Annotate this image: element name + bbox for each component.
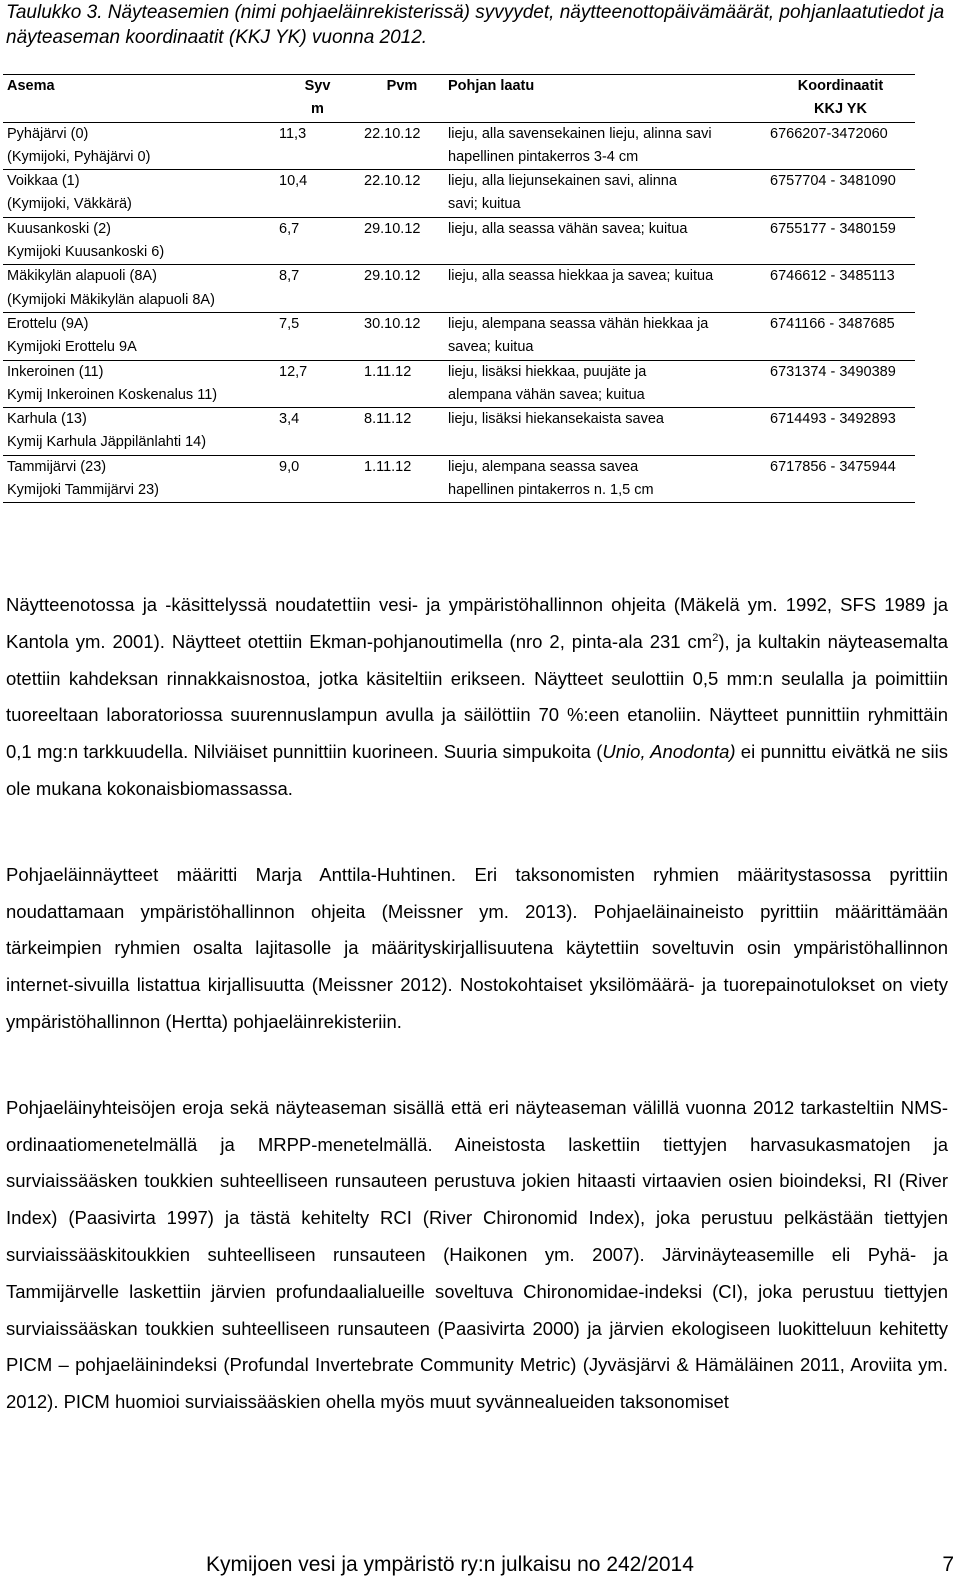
bottom-quality-cell: lieju, alla seassa vähän savea; kuitua <box>444 217 766 241</box>
station-name: Pyhäjärvi (0) <box>3 122 275 146</box>
empty-cell <box>766 479 915 503</box>
empty-cell <box>275 146 360 170</box>
station-name: Mäkikylän alapuoli (8A) <box>3 265 275 289</box>
empty-cell <box>275 336 360 360</box>
empty-cell <box>360 289 444 313</box>
depth-cell: 9,0 <box>275 455 360 479</box>
station-register-name: Kymijoki Kuusankoski 6) <box>7 244 165 261</box>
empty-cell <box>360 384 444 408</box>
table-row <box>3 241 915 265</box>
station-name: Voikkaa (1) <box>3 170 275 194</box>
date-cell: 22.10.12 <box>360 170 444 194</box>
header-pvm: Pvm <box>360 75 444 99</box>
header-laatu: Pohjan laatu <box>444 75 766 99</box>
coordinates-cell: 6755177 - 3480159 <box>766 217 915 241</box>
station-name: Erottelu (9A) <box>3 312 275 336</box>
bottom-quality-cell: lieju, alla seassa hiekkaa ja savea; kuitua <box>444 265 766 289</box>
empty-cell <box>275 384 360 408</box>
empty-cell <box>766 146 915 170</box>
footer-publication: Kymijoen vesi ja ympäristö ry:n julkaisu no 242/2014 <box>206 1553 694 1576</box>
table-row <box>3 193 915 217</box>
empty-cell <box>360 241 444 265</box>
station-register-name: (Kymijoki, Väkkärä) <box>7 196 132 213</box>
table-header-row <box>3 75 915 99</box>
header-syv-unit: m <box>311 101 324 118</box>
paragraph-identification: Pohjaeläinnäytteet määritti Marja Anttila-Huhtinen. Eri taksonomisten ryhmien määritystasossa pyrittiin noudattamaan ympäristöhallinnon ohjeita (Meissner ym. 2013). Pohjaeläinaineisto pyrittiin määrittämään tärkeimpien ryhmien osalta lajitasolle ja määrityskirjallisuutena käytettiin soveltuvin osin ympäristöhallinnon internet-sivuilla listattua kirjallisuutta (Meissner 2012). Nostokohtaiset yksilömäärä- ja tuorepainotulokset on viety ympäristöhallinnon (Hertta) pohjaeläinrekisteriin. <box>6 863 948 1032</box>
empty-cell <box>360 479 444 503</box>
bottom-quality-cell: lieju, alla liejunsekainen savi, alinna <box>444 170 766 194</box>
station-register-name: Kymijoki Erottelu 9A <box>7 339 137 356</box>
table-caption: Taulukko 3. Näyteasemien (nimi pohjaeläinrekisterissä) syvyydet, näytteenottopäivämäärät, pohjanlaatutiedot ja näyteaseman koordinaatit (KKJ YK) vuonna 2012. <box>6 2 945 48</box>
page-footer <box>206 1551 954 1579</box>
bottom-quality-cell: lieju, lisäksi hiekkaa, puujäte ja <box>444 360 766 384</box>
station-name: Inkeroinen (11) <box>3 360 275 384</box>
coordinates-cell: 6766207-3472060 <box>766 122 915 146</box>
table-row <box>3 336 915 360</box>
empty-cell <box>275 289 360 313</box>
table-row <box>3 265 915 289</box>
page-number: 7 <box>942 1553 954 1576</box>
paragraph-analysis: Pohjaeläinyhteisöjen eroja sekä näyteaseman sisällä että eri näyteaseman välillä vuonna 2012 tarkasteltiin NMS-ordinaatiomenetelmällä ja MRPP-menetelmällä. Aineistosta laskettiin tiettyjen harvasukasmatojen ja surviaissääsken toukkien suhteelliseen runsauteen perustuva jokien hitaasti virtaavien osien bioindeksi, RI (River Index) (Paasivirta 1997) ja tästä kehitelty RCI (River Chironomid Index), joka perustuu pelkästään tiettyjen surviaissääskitoukkien suhteelliseen runsauteen (Haikonen ym. 2007). Järvinäyteasemille eli Pyhä- ja Tammijärvelle laskettiin järvien profundaalialueille soveltuva Chironomidae-indeksi (CI), joka perustuu tiettyjen surviaissääskan toukkien suhteelliseen runsauteen (Paasivirta 2000) ja järvien ekologiseen luokitteluun kehitetty PICM – pohjaeläinindeksi (Profundal Invertebrate Community Metric) (Jyväsjärvi & Hämäläinen 2011, Aroviita ym. 2012). PICM huomioi surviaissääskien ohella myös muut syvännealueiden taksonomiset <box>6 1096 948 1413</box>
table-row <box>3 217 915 241</box>
empty-cell <box>766 336 915 360</box>
body-text <box>6 587 948 1470</box>
empty-cell <box>360 146 444 170</box>
depth-cell: 12,7 <box>275 360 360 384</box>
station-register-name: (Kymijoki Mäkikylän alapuoli 8A) <box>7 291 215 308</box>
table-row <box>3 289 915 313</box>
depth-cell: 6,7 <box>275 217 360 241</box>
bottom-quality-cell-cont <box>444 431 766 455</box>
date-cell: 22.10.12 <box>360 122 444 146</box>
empty-cell <box>275 193 360 217</box>
header-asema: Asema <box>3 75 275 99</box>
depth-cell: 8,7 <box>275 265 360 289</box>
table-row <box>3 170 915 194</box>
bottom-quality-cell: lieju, alempana seassa vähän hiekkaa ja <box>444 312 766 336</box>
table-row <box>3 146 915 170</box>
bottom-quality-cell-cont: alempana vähän savea; kuitua <box>448 386 645 403</box>
date-cell: 29.10.12 <box>360 217 444 241</box>
table-row <box>3 408 915 432</box>
bottom-quality-cell-cont: savi; kuitua <box>448 196 521 213</box>
table-header-row-2 <box>3 98 915 122</box>
coordinates-cell: 6741166 - 3487685 <box>766 312 915 336</box>
empty-cell <box>766 241 915 265</box>
bottom-quality-cell-cont <box>444 241 766 265</box>
paragraph-methods: Näytteenotossa ja -käsittelyssä noudatettiin vesi- ja ympäristöhallinnon ohjeita (Mäkelä ym. 1992, SFS 1989 ja Kantola ym. 2001). Näytteet otettiin Ekman-pohjanoutimella (nro 2, pinta-ala 231 $cm^2$), ja kultakin näyteasemalta otettiin kahdeksan rinnakkaisnostoa, jotka käsiteltiin erikseen. Näytteet seulottiin 0,5 mm:n seulalla ja poimittiin tuoreeltaan laboratoriossa suurennuslampun avulla ja säilöttiin 70 %:een etanoliin. Näytteet punnittiin ryhmittäin 0,1 mg:n tarkkuudella. Nilviäiset punnittiin kuorineen. Suuria simpukoita (Unio, Anodonta) ei punnittu eivätkä ne siis ole mukana kokonaisbiomassassa. <box>6 594 949 799</box>
depth-cell: 11,3 <box>275 122 360 146</box>
empty-cell <box>766 384 915 408</box>
stations-table <box>3 74 915 503</box>
bottom-quality-cell: lieju, lisäksi hiekansekaista savea <box>444 408 766 432</box>
table-row <box>3 431 915 455</box>
empty-cell <box>360 336 444 360</box>
station-register-name: Kymij Karhula Jäppilänlahti 14) <box>7 434 207 451</box>
station-register-name: Kymijoki Tammijärvi 23) <box>3 479 275 503</box>
header-koord-system: KKJ YK <box>814 101 867 118</box>
depth-cell: 7,5 <box>275 312 360 336</box>
coordinates-cell: 6717856 - 3475944 <box>766 455 915 479</box>
coordinates-cell: 6757704 - 3481090 <box>766 170 915 194</box>
station-register-name: Kymij Inkeroinen Koskenalus 11) <box>7 386 218 403</box>
header-koordinaatit: Koordinaatit <box>766 75 915 99</box>
coordinates-cell: 6714493 - 3492893 <box>766 408 915 432</box>
empty-cell <box>766 431 915 455</box>
date-cell: 1.11.12 <box>360 455 444 479</box>
empty-cell <box>766 193 915 217</box>
station-name: Karhula (13) <box>3 408 275 432</box>
bottom-quality-cell-cont <box>444 289 766 313</box>
table-row <box>3 122 915 146</box>
table-row <box>3 360 915 384</box>
date-cell: 8.11.12 <box>360 408 444 432</box>
bottom-quality-cell: lieju, alempana seassa savea <box>444 455 766 479</box>
table-row <box>3 384 915 408</box>
bottom-quality-cell-cont: hapellinen pintakerros n. 1,5 cm <box>444 479 766 503</box>
bottom-quality-cell-cont: hapellinen pintakerros 3-4 cm <box>448 148 639 165</box>
station-name: Kuusankoski (2) <box>3 217 275 241</box>
empty-cell <box>275 241 360 265</box>
empty-cell <box>360 193 444 217</box>
coordinates-cell: 6731374 - 3490389 <box>766 360 915 384</box>
station-register-name: (Kymijoki, Pyhäjärvi 0) <box>7 148 151 165</box>
header-syv: Syv <box>275 75 360 99</box>
empty-cell <box>360 431 444 455</box>
empty-cell <box>275 431 360 455</box>
table-row <box>3 455 915 479</box>
station-name: Tammijärvi (23) <box>3 455 275 479</box>
depth-cell: 3,4 <box>275 408 360 432</box>
bottom-quality-cell-cont: savea; kuitua <box>448 339 534 356</box>
table-row <box>3 312 915 336</box>
coordinates-cell: 6746612 - 3485113 <box>766 265 915 289</box>
date-cell: 1.11.12 <box>360 360 444 384</box>
date-cell: 29.10.12 <box>360 265 444 289</box>
depth-cell: 10,4 <box>275 170 360 194</box>
table-row <box>3 479 915 503</box>
empty-cell <box>275 479 360 503</box>
empty-cell <box>766 289 915 313</box>
date-cell: 30.10.12 <box>360 312 444 336</box>
bottom-quality-cell: lieju, alla savensekainen lieju, alinna savi <box>444 122 766 146</box>
